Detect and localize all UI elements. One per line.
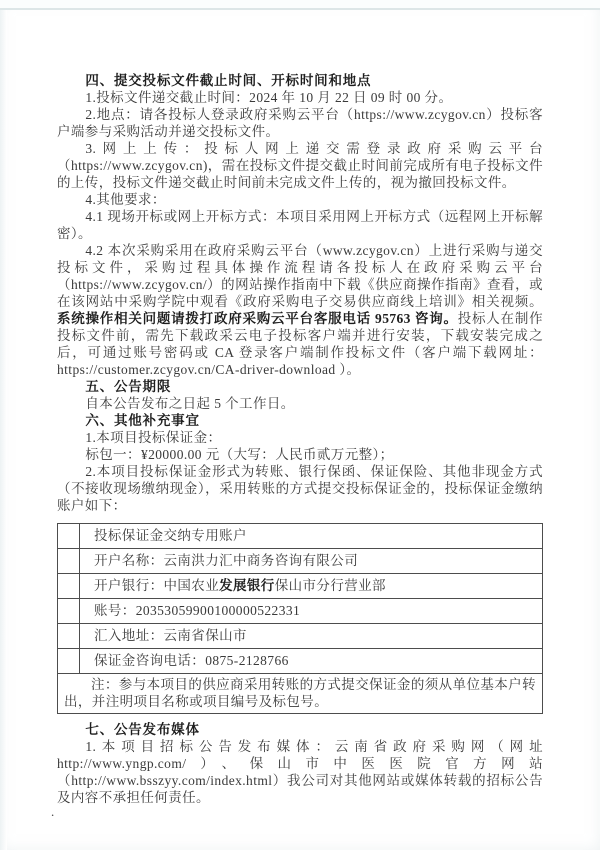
page-left-edge bbox=[0, 10, 7, 850]
table-row bbox=[58, 549, 543, 574]
section6-para-deposit: 1.本项目投标保证金： bbox=[85, 430, 222, 445]
table-spacer-cell bbox=[58, 574, 80, 599]
section6-para-deposit-form: 2.本项目投标保证金形式为转账、银行保函、保证保险、其他非现金方式（不接收现场缴纳现金），采用转账的方式提交投标保证金的，投标保证金缴纳账户如下： bbox=[57, 464, 543, 513]
table-row bbox=[58, 674, 543, 714]
table-row bbox=[58, 649, 543, 674]
section6-para-package-one: 标包一：¥20000.00 元（大写：人民币贰万元整）； bbox=[85, 447, 394, 462]
bank-name-text: 开户银行：中国农业 bbox=[94, 577, 220, 593]
table-spacer-cell bbox=[58, 599, 80, 624]
section5-heading: 五、公告期限 bbox=[85, 379, 172, 394]
section4-para-other-requirements: 4.其他要求： bbox=[85, 192, 166, 207]
section4-para-4-2-bold-text: 系统操作相关问题请拨打政府采购云平台客服电话 95763 咨询。 bbox=[57, 311, 458, 326]
section7-para-media: 1.本项目招标公告发布媒体：云南省政府采购网（网址 http://www.yngp.com/）、保山市中医医院官方网站（http://www.bsszyy.com/index.html）我公司对其他网站或媒体转载的招标公告及内容不承担任何责任。 bbox=[57, 739, 543, 805]
bank-name-bold-text: 发展银行 bbox=[219, 577, 275, 593]
section4-heading: 四、提交投标文件截止时间、开标时间和地点 bbox=[85, 73, 372, 88]
stray-ink-mark: . bbox=[51, 804, 55, 819]
section4-para-4-2 bbox=[57, 242, 543, 378]
section4-para-location: 2.地点：请各投标人登录政府采购云平台（https://www.zcygov.cn）投标客户端参与采购活动并递交投标文件。 bbox=[57, 107, 543, 139]
bank-name-text-cont: 保山市分行营业部 bbox=[274, 577, 386, 593]
remit-address: 汇入地址：云南省保山市 bbox=[80, 624, 543, 649]
table-row bbox=[58, 599, 543, 624]
table-spacer-cell bbox=[58, 549, 80, 574]
section4-para-deadline: 1.投标文件递交截止时间：2024 年 10 月 22 日 09 时 00 分。 bbox=[85, 90, 453, 105]
deposit-note: 注：参与本项目的供应商采用转账的方式提交保证金的须从单位基本户转出，并注明项目名称或项目编号及标包号。 bbox=[58, 674, 543, 714]
section4-para-upload: 3.网上上传：投标人网上递交需登录政府采购云平台（https://www.zcygov.cn)，需在投标文件提交截止时间前完成所有电子投标文件的上传，投标文件递交截止时间前未完成文件上传的，视为撤回投标文件。 bbox=[57, 141, 543, 190]
table-spacer-cell bbox=[58, 524, 80, 549]
section6-heading: 六、其他补充事宜 bbox=[85, 413, 200, 428]
table-row bbox=[58, 574, 543, 599]
account-number: 账号：20353059900100000522331 bbox=[80, 599, 543, 624]
bank-name bbox=[80, 574, 543, 599]
inquiry-phone: 保证金咨询电话：0875-2128766 bbox=[80, 649, 543, 674]
section4-para-4-1: 4.1 现场开标或网上开标方式：本项目采用网上开标方式（远程网上开标解密）。 bbox=[57, 209, 543, 241]
section4-para-4-2-text-cont: 投标人在制作投标文件前，需先下载政采云电子投标客户端并进行安装，下载安装完成之后，可通过账号密码或 CA 登录客户端制作投标文件（客户端下载网址： https://customer.zcygov.cn/CA-driver-download ）。 bbox=[57, 311, 543, 377]
table-row bbox=[58, 524, 543, 549]
table-spacer-cell bbox=[58, 624, 80, 649]
section7-heading: 七、公告发布媒体 bbox=[85, 722, 200, 737]
document-body bbox=[57, 72, 543, 806]
deposit-account-table bbox=[57, 523, 543, 714]
section5-para-period: 自本公告发布之日起 5 个工作日。 bbox=[85, 396, 295, 411]
table-row bbox=[58, 624, 543, 649]
table-spacer-cell bbox=[58, 649, 80, 674]
deposit-account-title: 投标保证金交纳专用账户 bbox=[80, 524, 543, 549]
account-name: 开户名称：云南洪力汇中商务咨询有限公司 bbox=[80, 549, 543, 574]
page-top-edge bbox=[0, 0, 600, 10]
section4-para-4-2-text: 4.2 本次采购采用在政府采购云平台（www.zcygov.cn）上进行采购与递交投标文件，采购过程具体操作流程请各投标人在政府采购云平台（https://www.zcygov.cn/）的网站操作指南中下载《供应商操作指南》查看，或在该网站中采购学院中观看《政府采购电子交易供应商线上培训》相关视频。 bbox=[57, 243, 543, 309]
